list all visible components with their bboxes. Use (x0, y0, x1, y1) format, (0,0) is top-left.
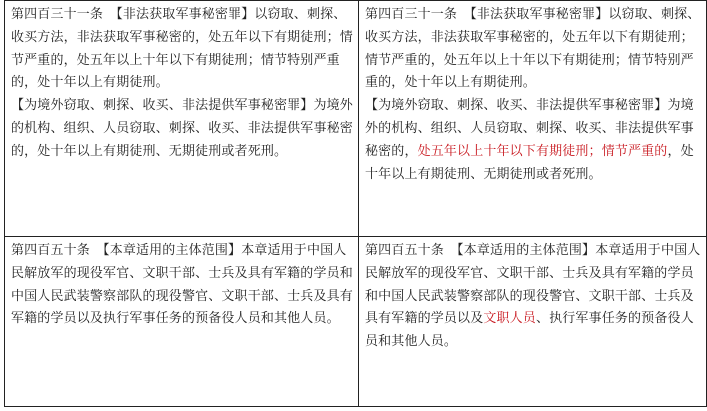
article-431-amended-cell (359, 1, 707, 237)
article-431-original-cell (5, 1, 359, 237)
article-450-original-cell (5, 237, 359, 407)
table-row-article-450 (5, 237, 707, 407)
article-450-amended-text-after: 、执行军事任务的预备役人员和其他人员。 (365, 311, 694, 350)
article-431-amended-text-before: 【为境外窃取、刺探、收买、非法提供军事秘密罪】为境外的机构、组织、人员窃取、刺探、收买、非法提供军事秘密的， (365, 98, 694, 159)
article-431-amended-paragraph-2 (365, 95, 702, 186)
article-450-amended-cell (359, 237, 707, 407)
article-450-amended-text-before: 第四百五十条 【本章适用的主体范围】本章适用于中国人民解放军的现役军官、文职干部、士兵及具有军籍的学员和中国人民武装警察部队的现役警官、文职干部、士兵及具有军籍的学员以及 (365, 243, 701, 327)
article-431-amended-paragraph-1: 第四百三十一条 【非法获取军事秘密罪】以窃取、刺探、收买方法，非法获取军事秘密的，处五年以下有期徒刑；情节严重的，处五年以上十年以下有期徒刑；情节特别严重的，处十年以上有期徒刑。 (365, 7, 701, 91)
article-431-amended-text-after: ，处十年以上有期徒刑、无期徒刑或者死刑。 (365, 143, 694, 182)
article-450-amended-highlight: 文职人员 (483, 311, 536, 327)
article-450-original-paragraph: 第四百五十条 【本章适用的主体范围】本章适用于中国人民解放军的现役军官、文职干部、士兵及具有军籍的学员和中国人民武装警察部队的现役警官、文职干部、士兵及具有军籍的学员以及执行军事任务的预备役人员和其他人员。 (11, 243, 353, 327)
table-row-article-431 (5, 1, 707, 237)
law-comparison-table (4, 0, 707, 407)
article-431-original-paragraph-1: 第四百三十一条 【非法获取军事秘密罪】以窃取、刺探、收买方法，非法获取军事秘密的，处五年以下有期徒刑；情节严重的，处五年以上十年以下有期徒刑；情节特别严重的，处十年以上有期徒刑。 (11, 7, 353, 91)
article-450-amended-paragraph (365, 240, 702, 354)
article-431-amended-highlight: 处五年以上十年以下有期徒刑；情节严重的 (417, 143, 668, 159)
article-431-original-paragraph-2: 【为境外窃取、刺探、收买、非法提供军事秘密罪】为境外的机构、组织、人员窃取、刺探、收买、非法提供军事秘密的，处十年以上有期徒刑、无期徒刑或者死刑。 (11, 98, 353, 159)
